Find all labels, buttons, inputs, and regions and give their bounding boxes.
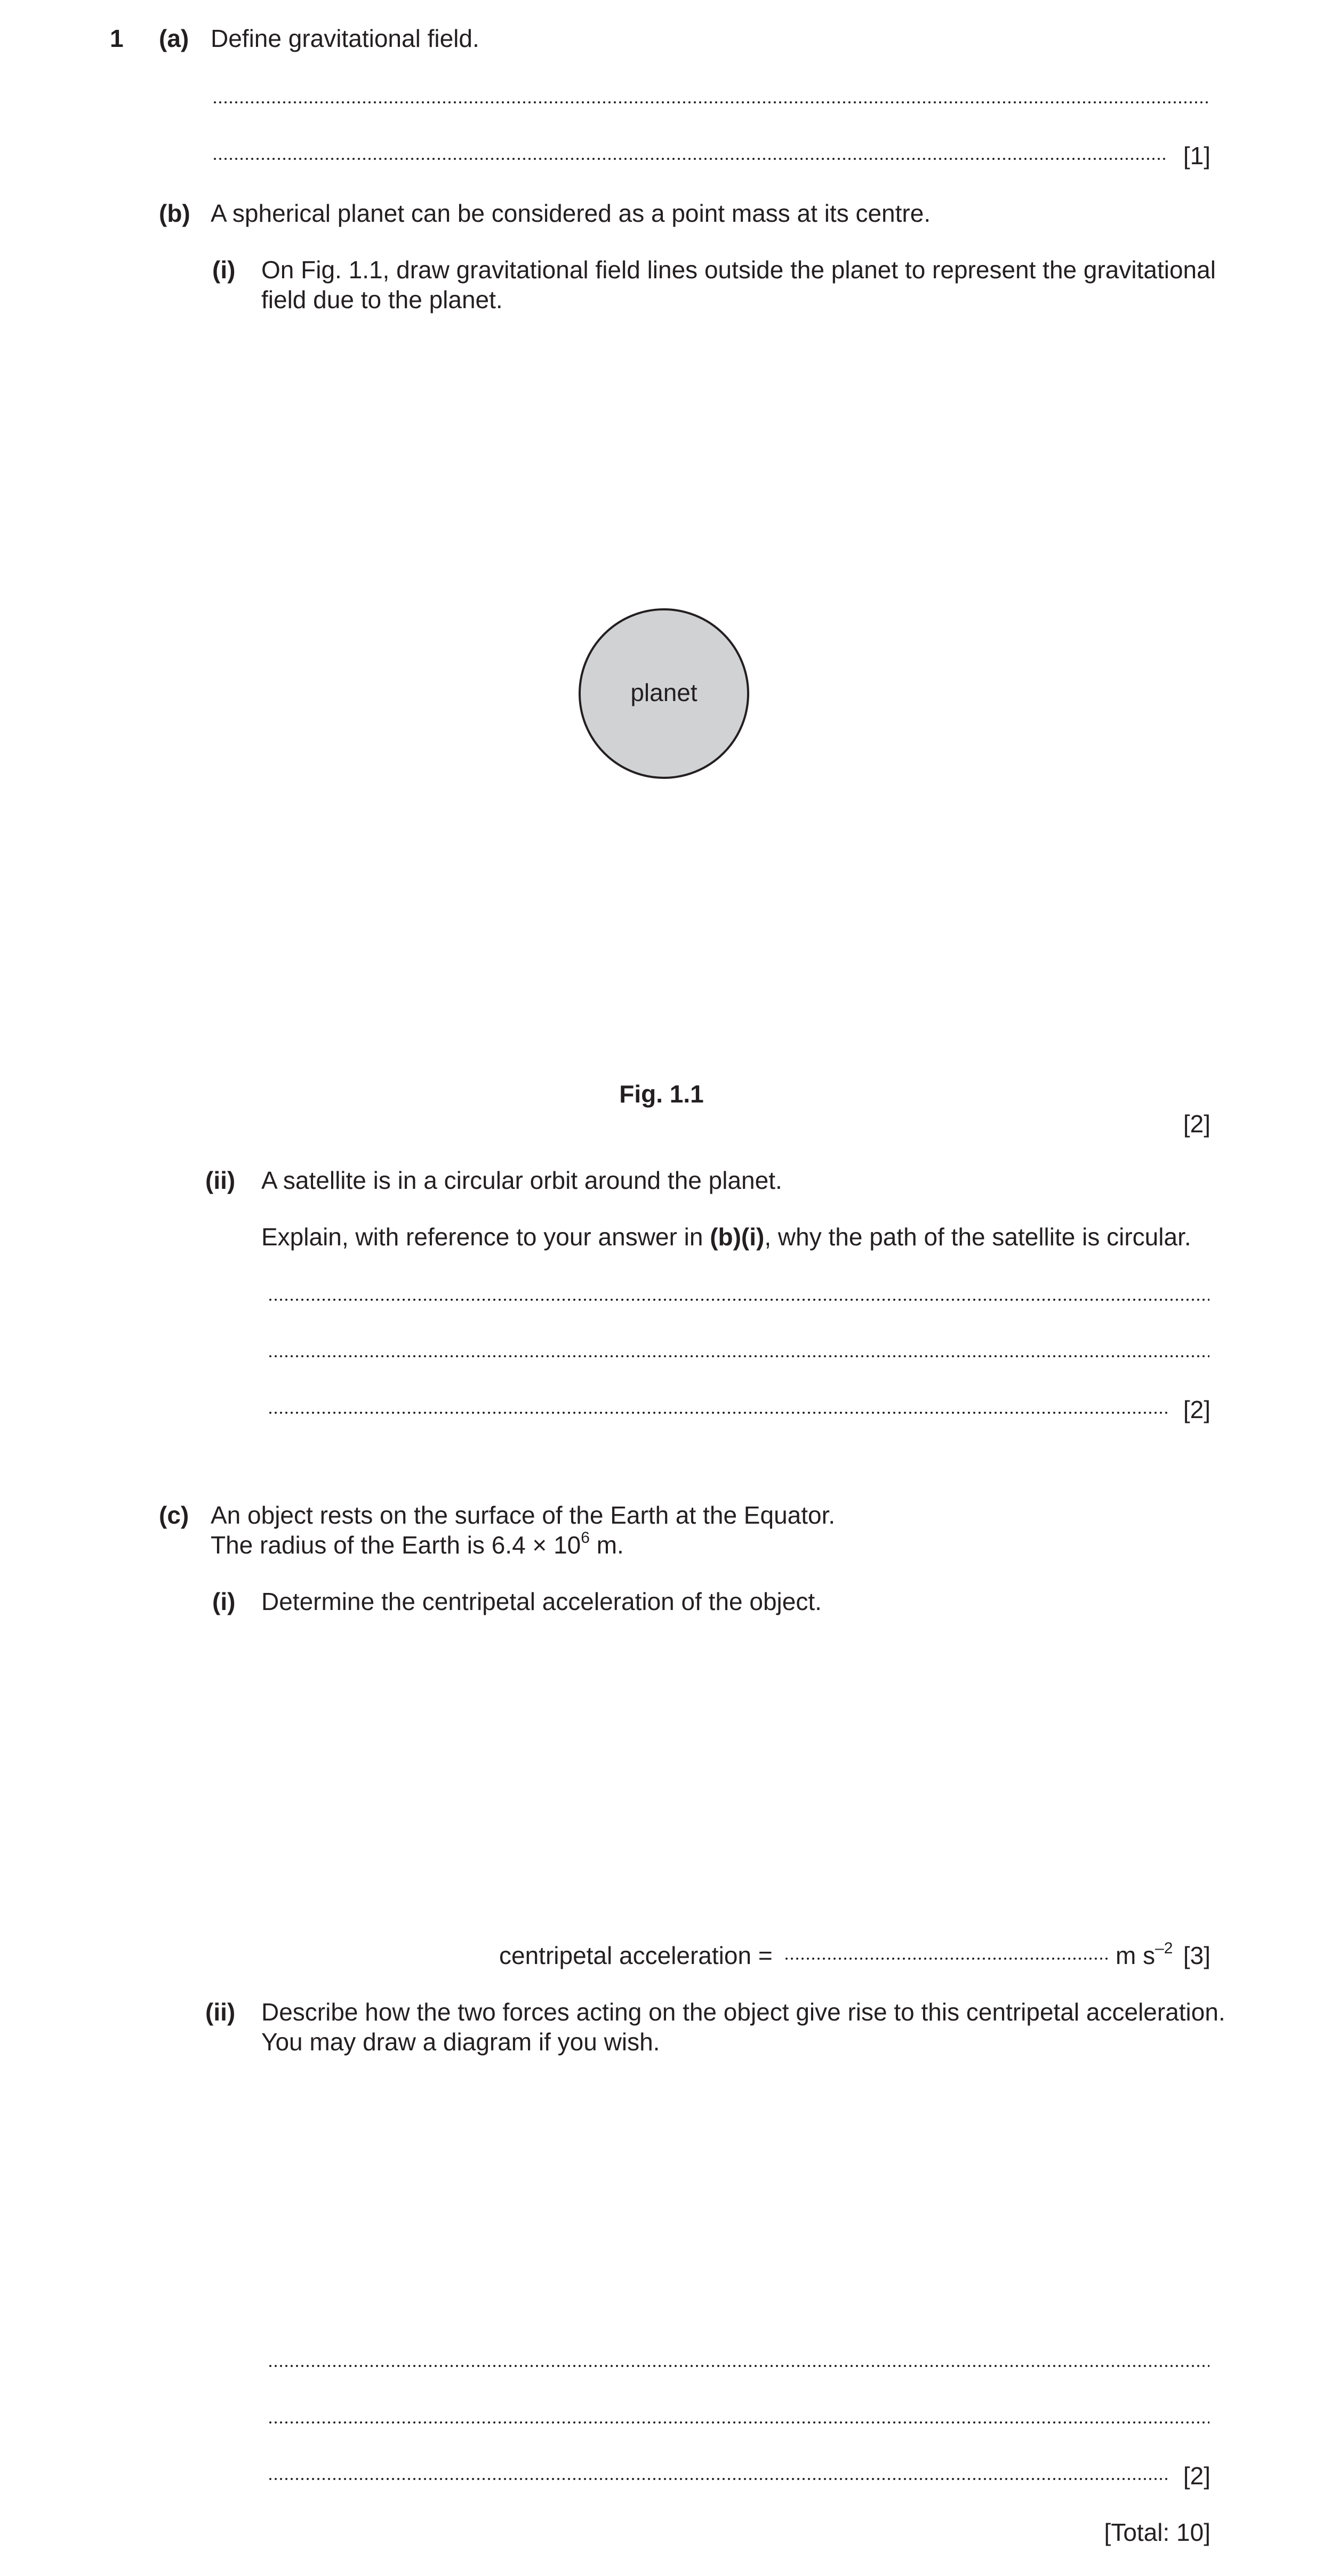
radius-pre: The radius of the Earth is 6.4 × 10: [211, 1531, 581, 1559]
answer-line-b-ii-1[interactable]: [268, 1299, 1209, 1301]
answer-line-c-ii-2[interactable]: [268, 2421, 1209, 2424]
question-number: 1: [110, 25, 124, 52]
part-c-label: (c): [159, 1501, 189, 1529]
part-c-ii-line1: Describe how the two forces acting on the object give rise to this centripetal acceleration.: [261, 1998, 1225, 2026]
radius-post: m.: [589, 1531, 624, 1559]
mark-c-ii: [2]: [1183, 2462, 1210, 2490]
centripetal-answer-line[interactable]: [784, 1958, 1108, 1960]
answer-line-c-ii-1[interactable]: [268, 2365, 1209, 2367]
unit-exponent: –2: [1155, 1939, 1173, 1957]
part-b-ii-line1: A satellite is in a circular orbit around the planet.: [261, 1166, 782, 1194]
mark-b-i: [2]: [1183, 1110, 1210, 1138]
answer-line-a-1[interactable]: [212, 101, 1209, 103]
mark-a: [1]: [1183, 142, 1210, 170]
part-b-i-label: (i): [212, 256, 236, 284]
part-a-label: (a): [159, 25, 189, 52]
part-b-i-line1: On Fig. 1.1, draw gravitational field lines outside the planet to represent the gravitational: [261, 256, 1216, 284]
part-c-ii-label: (ii): [205, 1998, 236, 2026]
part-c-radius: [211, 1530, 624, 1560]
answer-line-a-2[interactable]: [212, 158, 1168, 160]
radius-exponent: 6: [581, 1528, 590, 1547]
part-c-line1: An object rests on the surface of the Earth at the Equator.: [211, 1501, 836, 1529]
answer-line-c-ii-3[interactable]: [268, 2478, 1168, 2480]
part-c-i-label: (i): [212, 1588, 236, 1615]
mark-b-ii: [2]: [1183, 1396, 1210, 1423]
part-b-label: (b): [159, 199, 190, 227]
part-b-ii-explain: [261, 1222, 1191, 1252]
explain-ref: (b)(i): [710, 1223, 765, 1251]
total-mark: [Total: 10]: [1104, 2518, 1210, 2546]
planet-label: planet: [630, 679, 697, 706]
answer-line-b-ii-3[interactable]: [268, 1412, 1168, 1414]
unit-base: m s: [1116, 1942, 1156, 1969]
answer-line-b-ii-2[interactable]: [268, 1355, 1209, 1357]
explain-post: , why the path of the satellite is circular.: [764, 1223, 1191, 1251]
explain-pre: Explain, with reference to your answer in: [261, 1223, 710, 1251]
part-b-text: A spherical planet can be considered as a point mass at its centre.: [211, 199, 931, 227]
part-b-ii-label: (ii): [205, 1166, 236, 1194]
centripetal-answer-label: centripetal acceleration =: [499, 1942, 773, 1969]
figure-caption: Fig. 1.1: [619, 1080, 704, 1108]
part-a-text: Define gravitational field.: [211, 25, 479, 52]
planet-circle: [579, 608, 749, 779]
part-b-i-line2: field due to the planet.: [261, 286, 503, 313]
part-c-ii-line2: You may draw a diagram if you wish.: [261, 2028, 660, 2056]
mark-c-i: [3]: [1183, 1942, 1210, 1969]
part-c-i-text: Determine the centripetal acceleration of the object.: [261, 1588, 822, 1615]
